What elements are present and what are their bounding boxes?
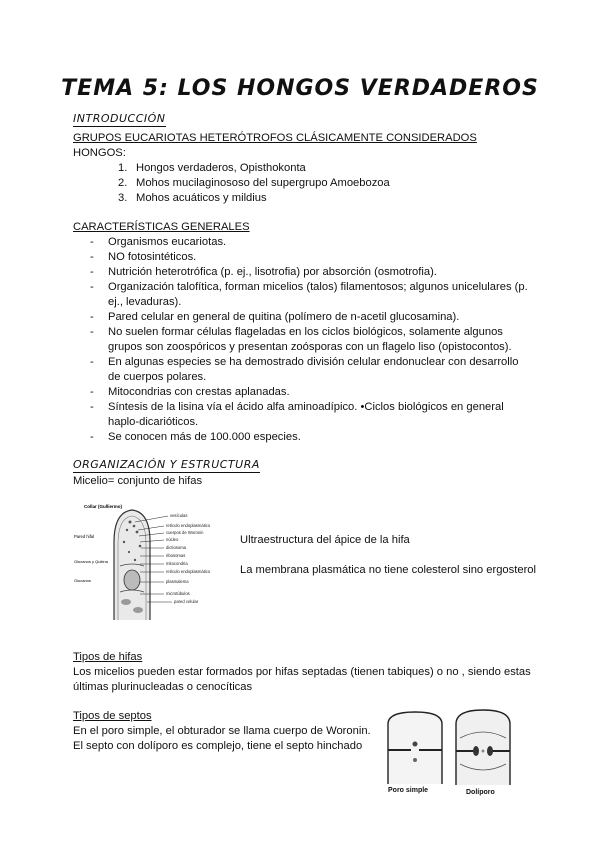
list-item: - Organización talofítica, forman micelios (talos) filamentosos; algunos unicelulares (p. ej., levaduras). — [90, 281, 528, 308]
list-item: 3. Mohos acuáticos y mildius — [118, 192, 267, 204]
list-item: - Pared celular en general de quitina (polímero de n-acetil glucosamina). — [90, 311, 460, 323]
list-item: - En algunas especies se ha demostrado división celular endonuclear con desarrollo de cuerpos polares. — [90, 356, 519, 383]
figure-label-right: retículo endoplasmático — [166, 569, 211, 574]
figure-label-right: pared celular — [174, 599, 199, 604]
hypha-apex-figure — [72, 502, 222, 622]
intro-list — [0, 161, 600, 206]
doliporo-label: Dolíporo — [466, 789, 495, 796]
figure-label-right: retículo endoplasmático — [166, 523, 211, 528]
list-item: - Nutrición heterotrófica (p. ej., lisotrofia) por absorción (osmotrofia). — [90, 266, 437, 278]
list-item: - NO fotosintéticos. — [90, 251, 197, 263]
poro-simple-figure — [384, 710, 446, 785]
figure-caption: Ultraestructura del ápice de la hifa — [240, 534, 410, 546]
figure-label-right: microtúbulos — [166, 591, 190, 596]
figure-label-left: Glucanos y Quitina — [74, 559, 108, 564]
list-item: - Mitocondrias con crestas aplanadas. — [90, 386, 290, 398]
tipos-hifas-text: Los micelios pueden estar formados por hifas septadas (tienen tabiques) o no , siendo estas últimas plurinucleadas o cenocíticas — [73, 666, 531, 693]
figure-label-right: mitocondria — [166, 561, 188, 566]
organizacion-heading: ORGANIZACIÓN Y ESTRUCTURA — [73, 458, 260, 471]
list-item: - No suelen formar células flageladas en los ciclos biológicos, solamente algunos grupos son zoospóricos y presentan zoósporas con un flagelo liso (opistocontos). — [90, 326, 512, 353]
tipos-septos-heading: Tipos de septos — [73, 710, 152, 722]
figure-label-left: Collar (Gulliermo) — [84, 504, 123, 509]
figure-label-right: cuerpos de Woronin — [166, 530, 204, 535]
page-title: TEMA 5: LOS HONGOS VERDADEROS — [61, 76, 539, 101]
tipos-hifas-heading: Tipos de hifas — [73, 651, 143, 663]
list-item: - Se conocen más de 100.000 especies. — [90, 431, 301, 443]
figure-label-left: Pared hifal — [74, 534, 95, 539]
septos-line-2: El septo con dolíporo es complejo, tiene el septo hinchado — [73, 740, 363, 752]
list-item: - Síntesis de la lisina vía el ácido alfa aminoadípico. •Ciclos biológicos en general haplo-dicarióticos. — [90, 401, 504, 428]
figure-label-right: plasmalema — [166, 579, 189, 584]
intro-subheading: GRUPOS EUCARIOTAS HETERÓTROFOS CLÁSICAMENTE CONSIDERADOS — [73, 132, 477, 144]
caracteristicas-heading: CARACTERÍSTICAS GENERALES — [73, 221, 250, 233]
caracteristicas-list — [0, 235, 600, 445]
figure-label-right: núcleo — [166, 537, 179, 542]
membrana-text: La membrana plasmática no tiene colesterol sino ergosterol — [240, 564, 537, 576]
micelio-text: Micelio= conjunto de hifas — [73, 475, 203, 487]
list-item: 2. Mohos mucilaginososo del supergrupo Amoebozoa — [118, 177, 390, 189]
figure-label-right: dictiosoma — [166, 545, 187, 550]
doliporo-figure — [452, 708, 514, 786]
figure-label-left: Glucanos — [74, 578, 91, 583]
list-item: - Organismos eucariotas. — [90, 236, 227, 248]
list-item: 1. Hongos verdaderos, Opisthokonta — [118, 162, 306, 174]
septos-line-1: En el poro simple, el obturador se llama cuerpo de Woronin. — [73, 725, 371, 737]
figure-label-right: ribosomas — [166, 553, 186, 558]
figure-label-right: vesículas — [170, 513, 188, 518]
intro-label: HONGOS: — [73, 147, 126, 159]
poro-simple-label: Poro simple — [388, 787, 429, 794]
intro-heading: INTRODUCCIÓN — [73, 112, 166, 125]
